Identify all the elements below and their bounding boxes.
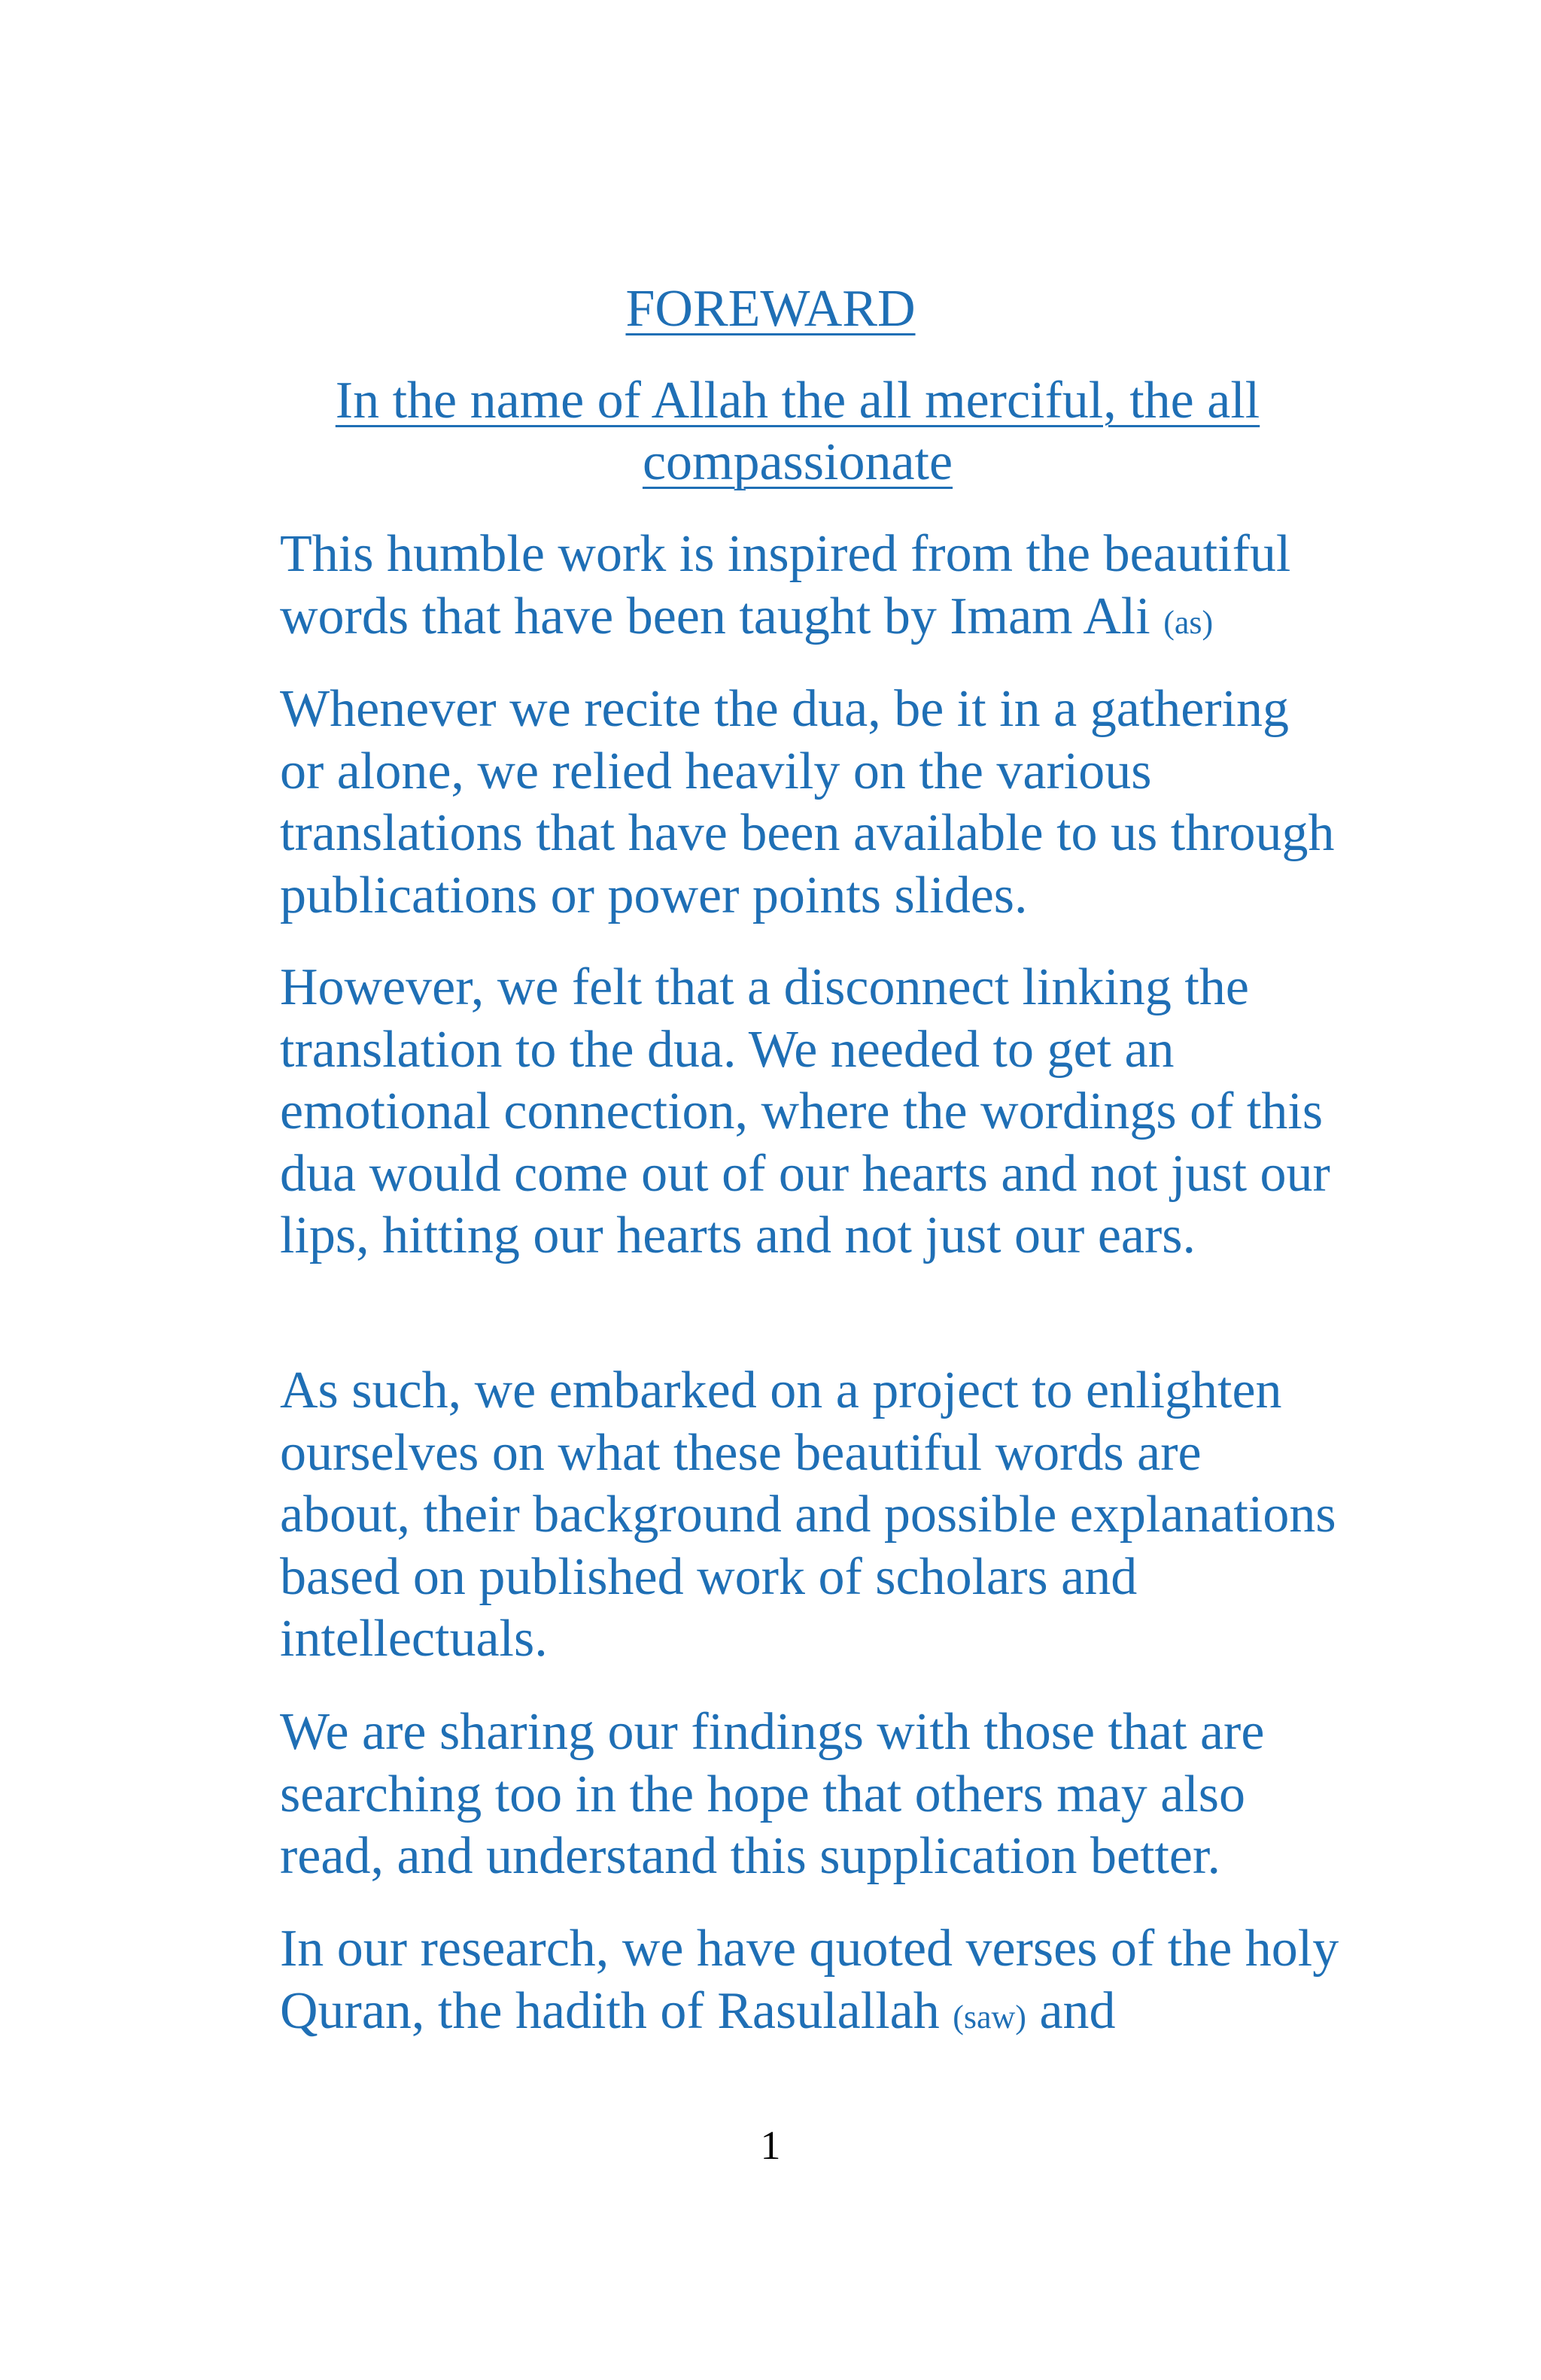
paragraph-6-text: In our research, we have quoted verses of the holy Quran, the hadith of Rasulallah [280, 1920, 1339, 2040]
honorific-as: (as) [1163, 603, 1214, 641]
paragraph-3: However, we felt that a disconnect linking the translation to the dua. We needed to get an emotional connection, where the wordings of this dua would come out of our hearts and not just our lips, hitting our hearts and not just our ears. [280, 958, 1330, 1264]
honorific-saw: (saw) [953, 1998, 1026, 2035]
paragraph-4: As such, we embarked on a project to enlighten ourselves on what these beautiful words are about, their background and possible explanations based on published work of scholars and intellectuals. [280, 1362, 1336, 1668]
paragraph-6 [280, 1918, 1341, 2048]
paragraph-1 [280, 524, 1341, 654]
paragraph-5: We are sharing our findings with those that are searching too in the hope that others may also read, and understand this supplication better. [280, 1703, 1265, 1885]
paragraph-6-end: and [1026, 1981, 1116, 2040]
page-title: FOREWARD [625, 280, 916, 338]
paragraph-1-text: This humble work is inspired from the beautiful words that have been taught by Imam Ali [280, 525, 1291, 645]
paragraph-2: Whenever we recite the dua, be it in a gathering or alone, we relied heavily on the various translations that have been available to us through publications or power points slides. [280, 680, 1335, 924]
subtitle-bismillah: In the name of Allah the all merciful, the all compassionate [335, 372, 1260, 491]
page-number: 1 [760, 2123, 781, 2168]
